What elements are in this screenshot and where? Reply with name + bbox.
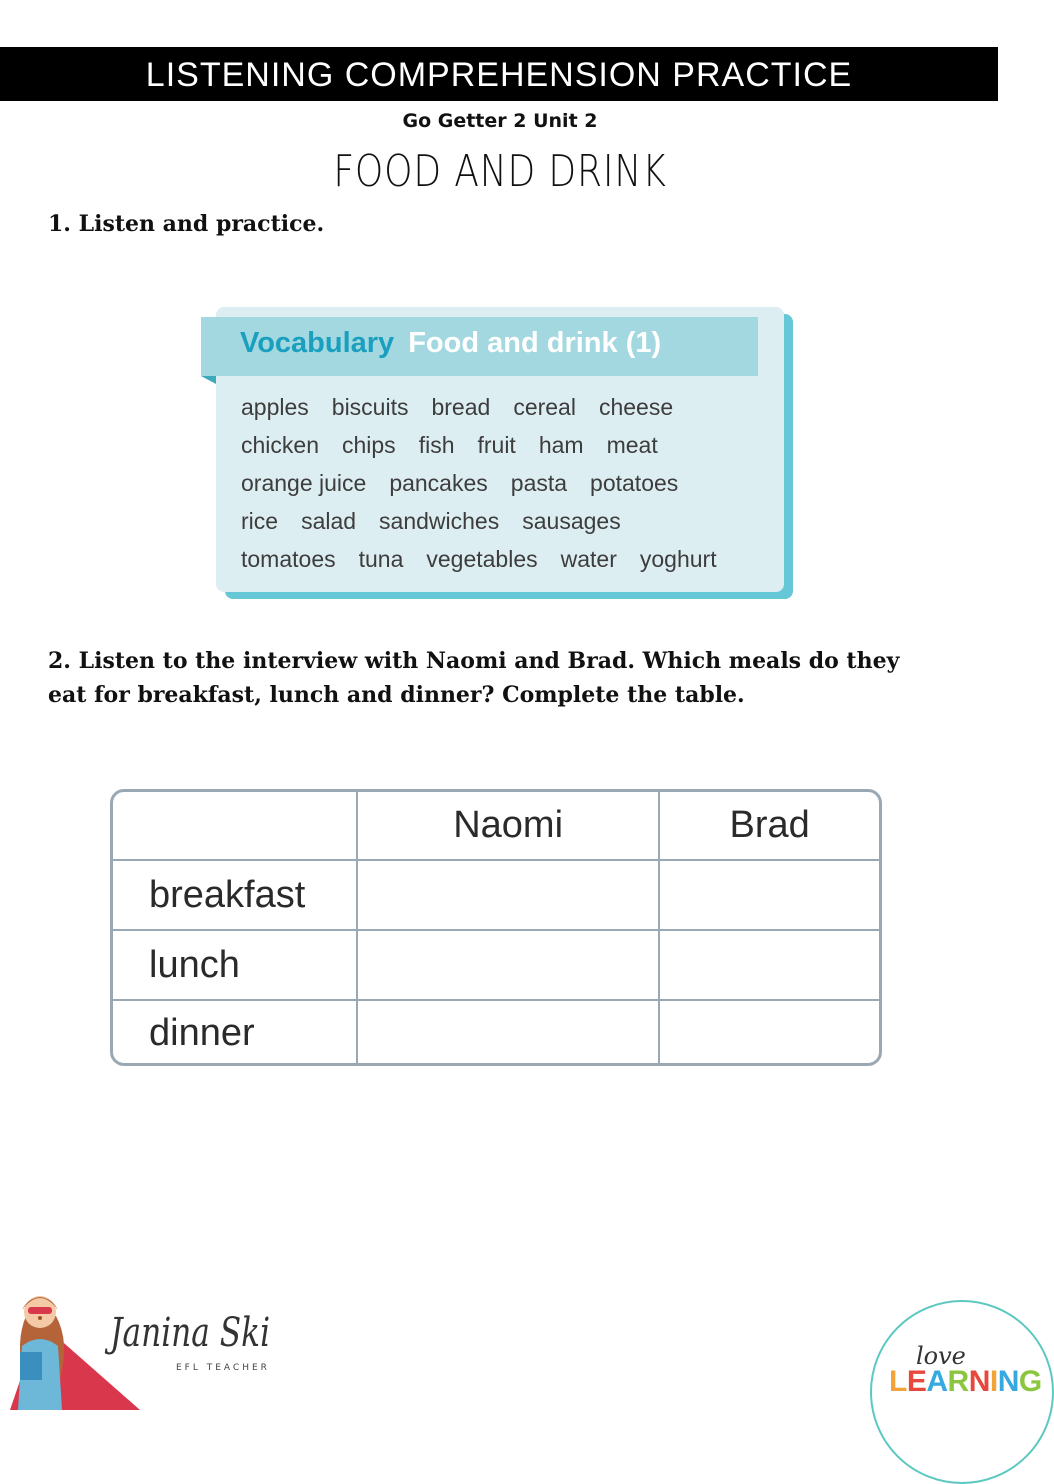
vocabulary-word: tomatoes	[241, 546, 336, 572]
vocabulary-topic: Food and drink (1)	[408, 327, 662, 359]
meal-label: breakfast	[113, 860, 357, 930]
vocabulary-label: Vocabulary	[240, 327, 395, 359]
vocabulary-word: vegetables	[426, 546, 538, 572]
vocabulary-word: chicken	[241, 432, 319, 458]
table-header-brad: Brad	[659, 792, 879, 860]
vocabulary-word: cereal	[513, 394, 576, 420]
topic-title: FOOD AND DRINK	[333, 146, 667, 197]
vocabulary-word: yoghurt	[639, 546, 717, 572]
table-header-blank	[113, 792, 357, 860]
vocabulary-word: ham	[538, 432, 584, 458]
vocabulary-word-list	[241, 388, 786, 578]
vocabulary-word: salad	[301, 508, 357, 534]
vocabulary-word: water	[560, 546, 617, 572]
vocabulary-row	[241, 464, 786, 502]
vocabulary-word: tuna	[358, 546, 404, 572]
vocabulary-word: chips	[341, 432, 396, 458]
task2-instruction-line1: 2. Listen to the interview with Naomi and Brad. Which meals do they	[48, 648, 900, 674]
vocabulary-title	[240, 323, 661, 363]
meal-label: dinner	[113, 1000, 357, 1066]
vocabulary-header-fold	[201, 376, 216, 384]
meal-label: lunch	[113, 930, 357, 1000]
vocabulary-word: orange juice	[241, 470, 367, 496]
table-row	[113, 930, 879, 1000]
teacher-signature-subtitle: EFL TEACHER	[176, 1363, 270, 1373]
vocabulary-word: biscuits	[331, 394, 409, 420]
brad-lunch-cell[interactable]	[659, 930, 879, 1000]
task2-instruction	[48, 644, 948, 712]
vocabulary-word: sandwiches	[379, 508, 500, 534]
task1-instruction: 1. Listen and practice.	[48, 211, 325, 237]
table-row	[113, 860, 879, 930]
brad-breakfast-cell[interactable]	[659, 860, 879, 930]
vocabulary-row	[241, 540, 786, 578]
vocabulary-word: fruit	[477, 432, 516, 458]
vocabulary-word: fish	[418, 432, 455, 458]
table-header-naomi: Naomi	[357, 792, 659, 860]
logo-love-text: love	[916, 1342, 966, 1370]
vocabulary-row	[241, 502, 786, 540]
teacher-signature: Janina Ski	[110, 1310, 271, 1356]
naomi-lunch-cell[interactable]	[357, 930, 659, 1000]
naomi-breakfast-cell[interactable]	[357, 860, 659, 930]
worksheet-title-bar	[0, 47, 998, 101]
vocabulary-row	[241, 426, 786, 464]
naomi-dinner-cell[interactable]	[357, 1000, 659, 1066]
vocabulary-word: meat	[606, 432, 658, 458]
table-header-row	[113, 792, 879, 860]
vocabulary-word: rice	[241, 508, 279, 534]
unit-subtitle: Go Getter 2 Unit 2	[402, 110, 598, 132]
brad-dinner-cell[interactable]	[659, 1000, 879, 1066]
vocabulary-word: cheese	[598, 394, 674, 420]
task2-instruction-line2: eat for breakfast, lunch and dinner? Complete the table.	[48, 682, 745, 708]
vocabulary-word: apples	[241, 394, 309, 420]
meals-table	[110, 789, 882, 1066]
worksheet-title: LISTENING COMPREHENSION PRACTICE	[145, 56, 853, 94]
vocabulary-word: potatoes	[590, 470, 679, 496]
vocabulary-word: bread	[431, 394, 491, 420]
vocabulary-word: pancakes	[389, 470, 488, 496]
vocabulary-word: pasta	[510, 470, 568, 496]
table-row	[113, 1000, 879, 1066]
vocabulary-word: sausages	[522, 508, 621, 534]
logo-learning-text: LEARNING	[889, 1365, 1042, 1398]
vocabulary-row	[241, 388, 786, 426]
